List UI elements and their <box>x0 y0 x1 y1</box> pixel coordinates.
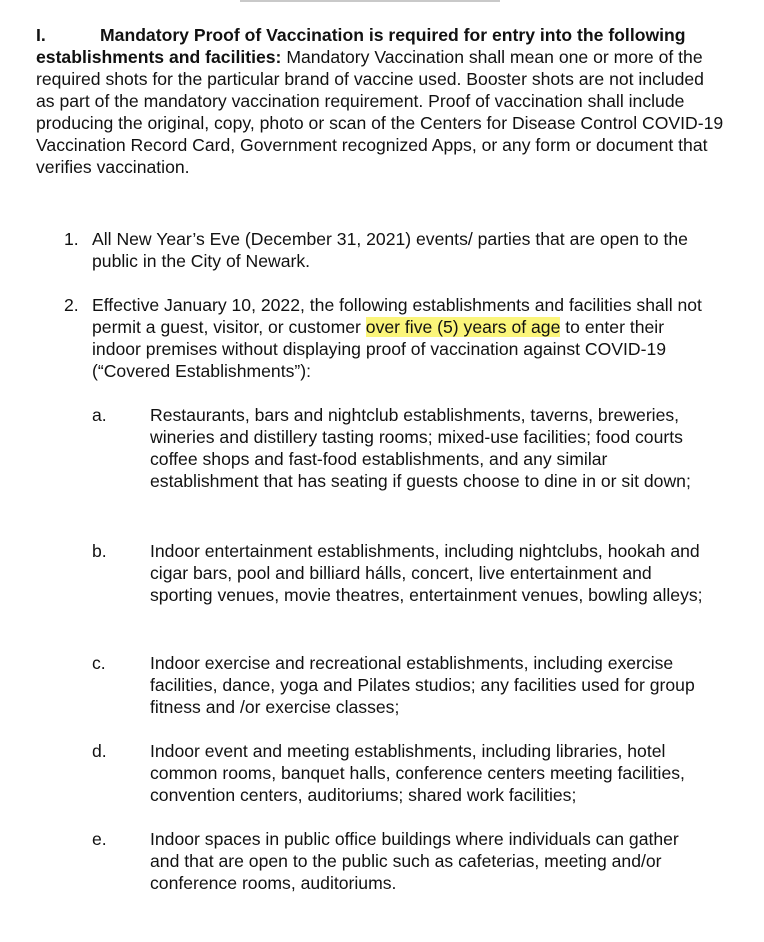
numbered-item-1 <box>64 228 709 272</box>
lettered-item-a <box>92 404 712 492</box>
section-number: I. <box>36 25 46 45</box>
numbered-item-2 <box>64 294 709 382</box>
numbered-item-marker: 2. <box>64 295 79 315</box>
numbered-item-text <box>92 294 709 382</box>
lettered-item-marker: a. <box>92 405 107 425</box>
lettered-item-text: Indoor event and meeting establishments, including libraries, hotel common rooms, banquet halls, conference centers meeting facilities, convention centers, auditoriums; shared work facilities; <box>150 741 685 805</box>
lettered-item-e <box>92 828 712 894</box>
section-i <box>36 24 726 178</box>
section-body: Mandatory Vaccination shall mean one or more of the required shots for the particular brand of vaccine used. Booster shots are not included as part of the mandatory vaccination requirement. Proof of vaccination shall include producing the original, copy, photo or scan of the Centers for Disease Control COVID-19 Vaccination Record Card, Government recognized Apps, or any form or document that verifies vaccination. <box>36 47 724 177</box>
lettered-item-b <box>92 540 712 606</box>
numbered-item-marker: 1. <box>64 229 79 249</box>
lettered-item-text: Indoor spaces in public office buildings where individuals can gather and that are open to the public such as cafeterias, meeting and/or conference rooms, auditoriums. <box>150 829 679 893</box>
cropped-text-edge <box>240 0 500 2</box>
lettered-item-marker: c. <box>92 653 106 673</box>
section-title: Mandatory Proof of Vaccination is required for entry into the following establishments and facilities: <box>36 25 686 67</box>
lettered-item-c <box>92 652 712 718</box>
lettered-item-marker: e. <box>92 829 107 849</box>
numbered-item-text-start: Effective January 10, 2022, the following establishments and facilities shall not permit a guest, visitor, or customer <box>92 295 702 337</box>
lettered-item-d <box>92 740 712 806</box>
numbered-item-text-end: to enter their indoor premises without displaying proof of vaccination against COVID-19 (“Covered Establishments”): <box>92 317 667 381</box>
lettered-item-text: Indoor entertainment establishments, including nightclubs, hookah and cigar bars, pool and billiard hálls, concert, live entertainment and sporting venues, movie theatres, entertainment venues, bowling alleys; <box>150 541 703 605</box>
lettered-item-marker: d. <box>92 741 107 761</box>
lettered-item-text: Restaurants, bars and nightclub establishments, taverns, breweries, wineries and distillery tasting rooms; mixed-use facilities; food courts coffee shops and fast-food establishments, and any similar establishment that has seating if guests choose to dine in or sit down; <box>150 405 691 491</box>
lettered-item-marker: b. <box>92 541 107 561</box>
lettered-item-text: Indoor exercise and recreational establishments, including exercise facilities, dance, yoga and Pilates studios; any facilities used for group fitness and /or exercise classes; <box>150 653 695 717</box>
highlighted-age-phrase: over five (5) years of age <box>365 317 561 337</box>
numbered-item-text: All New Year’s Eve (December 31, 2021) events/ parties that are open to the public in the City of Newark. <box>92 229 688 271</box>
